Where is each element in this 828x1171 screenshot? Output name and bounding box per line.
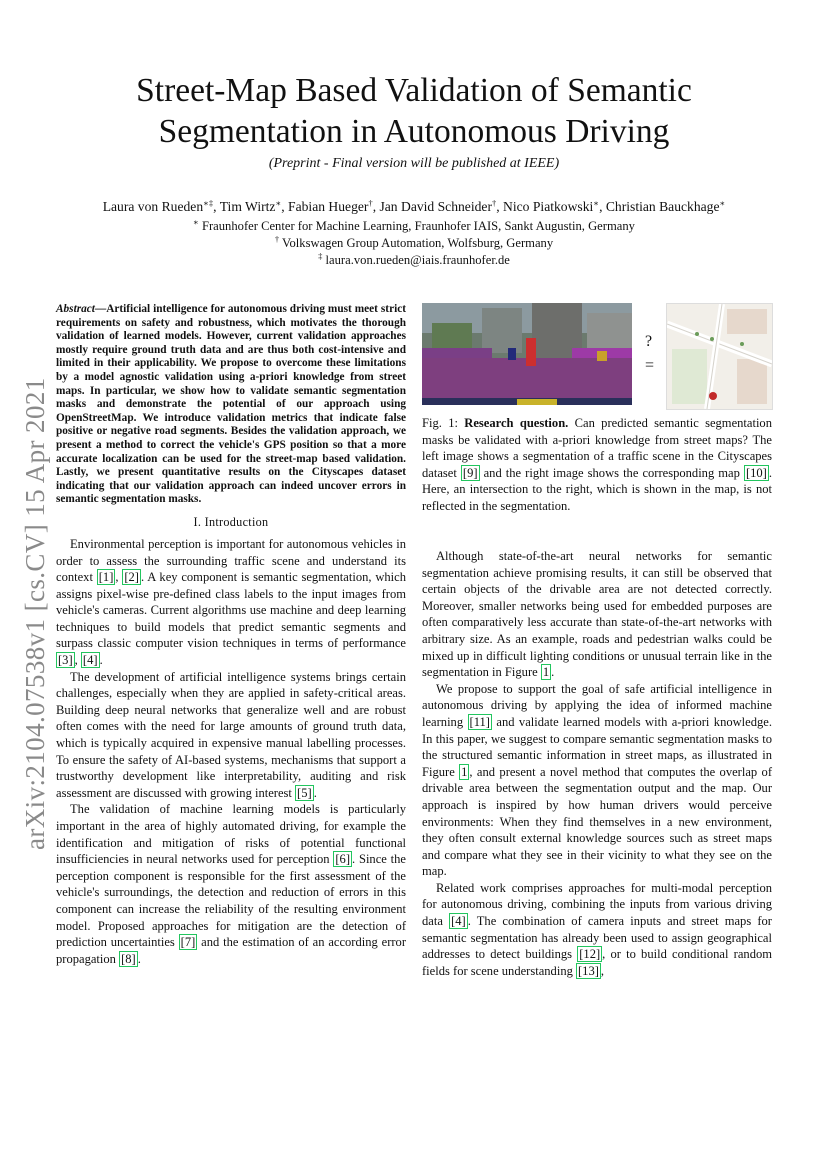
paper-subtitle: (Preprint - Final version will be published at IEEE) <box>268 156 560 171</box>
paragraph-text: and validate learned models with a-priori knowledge. In this paper, we suggest to compare semantic segmentation masks to the structured semantic information in street maps, as illustrated in Figure <box>422 714 772 779</box>
author-affiliation-mark: † <box>491 198 497 208</box>
paragraph-text: and the estimation of an according error propagation <box>56 935 407 966</box>
right-column-body <box>422 548 772 979</box>
paragraph-text: , <box>600 963 605 978</box>
caption-label: Fig. 1: <box>422 416 465 430</box>
paragraph-text: . A key component is semantic segmentation, which assigns pixel-wise pre-defined class labels to the input images from vehicle's cameras. Current algorithms use machine and deep learning techniques to build models that predict semantic segments and surpass classic computer vision techniques in terms of performance <box>56 570 406 651</box>
paragraph-text: We propose to support the goal of safe artificial intelligence in autonomous driving by applying the idea of informed machine learning <box>422 681 772 729</box>
paper-title: Street-Map Based Validation of Semantic Segmentation in Autonomous Driving <box>136 72 692 150</box>
caption-title: Research question. <box>464 416 569 430</box>
author-name: Laura von Rueden <box>102 199 204 214</box>
author-affiliation-mark: ∗‡ <box>203 198 214 208</box>
citation-link[interactable]: 1 <box>461 764 468 779</box>
street-map-image <box>666 303 773 410</box>
paragraph-text: , and present a novel method that computes the overlap of drivable area between the segmentation output and the map. Our approach is inspired by how human drivers would perceive environments: When they find themselves in a new environment, they often consult external knowledge sources such as street maps and compare what they see in their vicinity to what they see on the map. <box>422 764 772 879</box>
author-affiliation-mark: ∗ <box>719 198 726 208</box>
introduction-body <box>56 536 406 967</box>
paragraph-text: Environmental perception is important for autonomous vehicles in order to assess the surrounding traffic scene and understand its context <box>56 536 406 585</box>
affiliation-mark: ∗ <box>193 217 199 227</box>
affiliation-mark: † <box>274 234 280 244</box>
segmentation-illustration <box>422 303 632 405</box>
paragraph-text: , <box>74 653 81 668</box>
affiliation-text: Volkswagen Group Automation, Wolfsburg, Germany <box>282 236 554 250</box>
section-heading-introduction: I. Introduction <box>193 514 269 529</box>
paragraph-text: , <box>115 570 123 585</box>
figure-caption <box>422 415 772 515</box>
paragraph <box>422 681 772 880</box>
paragraph-text: Although state-of-the-art neural networks for semantic segmentation achieve promising results, it can still be observed that certain objects of the drivable area are not detected correctly. Moreover, smaller networks being used for embedded purposes are often comparatively less accurate than state-of-the-art networks with arbitrary size. As an example, roads and pedestrian walks could be mixed up in difficult lighting conditions or unusual terrain like in the segmentation in Figure <box>422 549 772 680</box>
figure-1 <box>422 303 772 405</box>
citation-link[interactable]: [4] <box>82 653 98 668</box>
caption-text: Can predicted semantic segmentation masks be validated with a-priori knowledge from street maps? The left image shows a segmentation of a traffic scene in the Cityscapes dataset <box>422 416 772 480</box>
street-map-illustration <box>667 304 772 409</box>
left-column <box>56 303 406 967</box>
question-mark: ? <box>645 333 653 350</box>
paragraph-text: . Since the perception component is responsible for the first assessment of the vehicle's surroundings, the detection and reduction of errors in this component can increase the reliability of the resulting environment model. Proposed approaches for mitigation are the detection of prediction uncertainties <box>56 852 406 950</box>
paragraph-text: Related work comprises approaches for multi-modal perception for autonomous driving, combining the inputs from various driving data <box>422 880 772 929</box>
arxiv-identifier-stamp: arXiv:2104.07538v1 [cs.CV] 15 Apr 2021 <box>20 377 50 850</box>
segmentation-image <box>422 303 632 405</box>
equals-mark: = <box>645 357 655 374</box>
citation-link[interactable]: [4] <box>451 914 466 929</box>
citation-link[interactable]: [2] <box>124 570 139 585</box>
email-text: laura.von.rueden@iais.fraunhofer.de <box>325 253 510 267</box>
citation-link[interactable]: [3] <box>58 653 73 668</box>
caption-text: . Here, an intersection to the right, which is shown in the map, is not reflected in the segmentation. <box>422 465 772 513</box>
citation-link[interactable]: [9] <box>462 465 478 480</box>
citation-link[interactable]: [11] <box>469 714 490 729</box>
citation-link[interactable]: [1] <box>98 570 114 585</box>
affiliation-email <box>80 253 748 268</box>
affiliation-1 <box>80 219 748 234</box>
paragraph-text: . <box>99 653 103 668</box>
affiliation-text: Fraunhofer Center for Machine Learning, Fraunhofer IAIS, Sankt Augustin, Germany <box>201 219 635 233</box>
paragraph <box>56 669 406 802</box>
right-column-figure <box>422 303 772 515</box>
citation-link[interactable]: [7] <box>180 935 196 950</box>
paragraph <box>422 880 772 980</box>
affiliation-mark: ‡ <box>318 251 323 261</box>
author-name: Nico Piatkowski <box>503 199 594 214</box>
author-name: Fabian Hueger <box>288 199 369 214</box>
citation-link[interactable]: [6] <box>335 852 351 867</box>
citation-link[interactable]: [10] <box>745 465 767 480</box>
paragraph-text: . <box>313 785 317 800</box>
abstract <box>56 303 406 507</box>
paragraph-text: The validation of machine learning models is particularly important in the area of highly automated driving, for example the identification and mitigation of risks of potential functional insufficiencies in neural networks used for perception <box>56 802 406 867</box>
paragraph <box>56 536 406 669</box>
author-affiliation-mark: ∗ <box>275 198 282 208</box>
author-name: Christian Bauckhage <box>605 199 720 214</box>
paragraph-text: . The combination of camera inputs and street maps for semantic segmentation has already been used to assign geographical addresses to detect buildings <box>422 914 772 962</box>
paragraph-text: The development of artificial intelligence systems brings certain challenges, especially when they are applied in safety-critical areas. Building deep neural networks that generalize well and are robust often comes with the need for large amounts of ground truth data, which is typically acquired in expensive manual labelling processes. To ensure the safety of AI-based systems, mechanisms that support a trustworthy development like interpretability, auditing and risk assessment are discussed with growing interest <box>56 669 406 800</box>
author-name: Tim Wirtz <box>219 199 276 214</box>
citation-link[interactable]: 1 <box>542 665 550 680</box>
author-affiliation-mark: † <box>368 198 373 208</box>
abstract-text: —Artificial intelligence for autonomous driving must meet strict requirements on safety and robustness, which motivates the thorough validation of learned models. However, current validation approaches mostly require ground truth data and are thus both cost-intensive and limited in their applicability. We propose to overcome these limitations by a model agnostic validation using a-priori knowledge from street maps. In particular, we show how to validate semantic segmentation masks and demonstrate the potential of our approach using OpenStreetMap. We introduce validation metrics that indicate false positive or negative road segments. Besides the validation approach, we present a method to correct the vehicle's GPS position so that a more accurate localization can be used for the street-map based validation. Lastly, we present quantitative results on the Cityscapes dataset indicating that our validation approach can indeed uncover errors in semantic segmentation masks. <box>56 303 406 506</box>
author-list: Laura von Rueden∗‡, Tim Wirtz∗, Fabian Hueger†, Jan David Schneider†, Nico Piatkowski∗, Christian Bauckhage∗ <box>102 198 726 214</box>
caption-text: and the right image shows the corresponding map <box>479 465 744 480</box>
paragraph <box>56 801 406 967</box>
affiliation-2 <box>80 236 748 251</box>
citation-link[interactable]: [5] <box>297 785 312 800</box>
citation-link[interactable]: [12] <box>579 947 601 962</box>
author-affiliation-mark: ∗ <box>593 198 600 208</box>
paragraph-text: , or to build conditional random fields for scene understanding <box>422 947 772 978</box>
citation-link[interactable]: [13] <box>578 963 599 978</box>
abstract-lead: Abstract <box>56 303 95 315</box>
author-name: Jan David Schneider <box>379 199 492 214</box>
paragraph <box>422 548 772 681</box>
paragraph-text: . <box>551 665 555 680</box>
paragraph-text: . <box>137 951 141 966</box>
citation-link[interactable]: [8] <box>121 951 136 966</box>
